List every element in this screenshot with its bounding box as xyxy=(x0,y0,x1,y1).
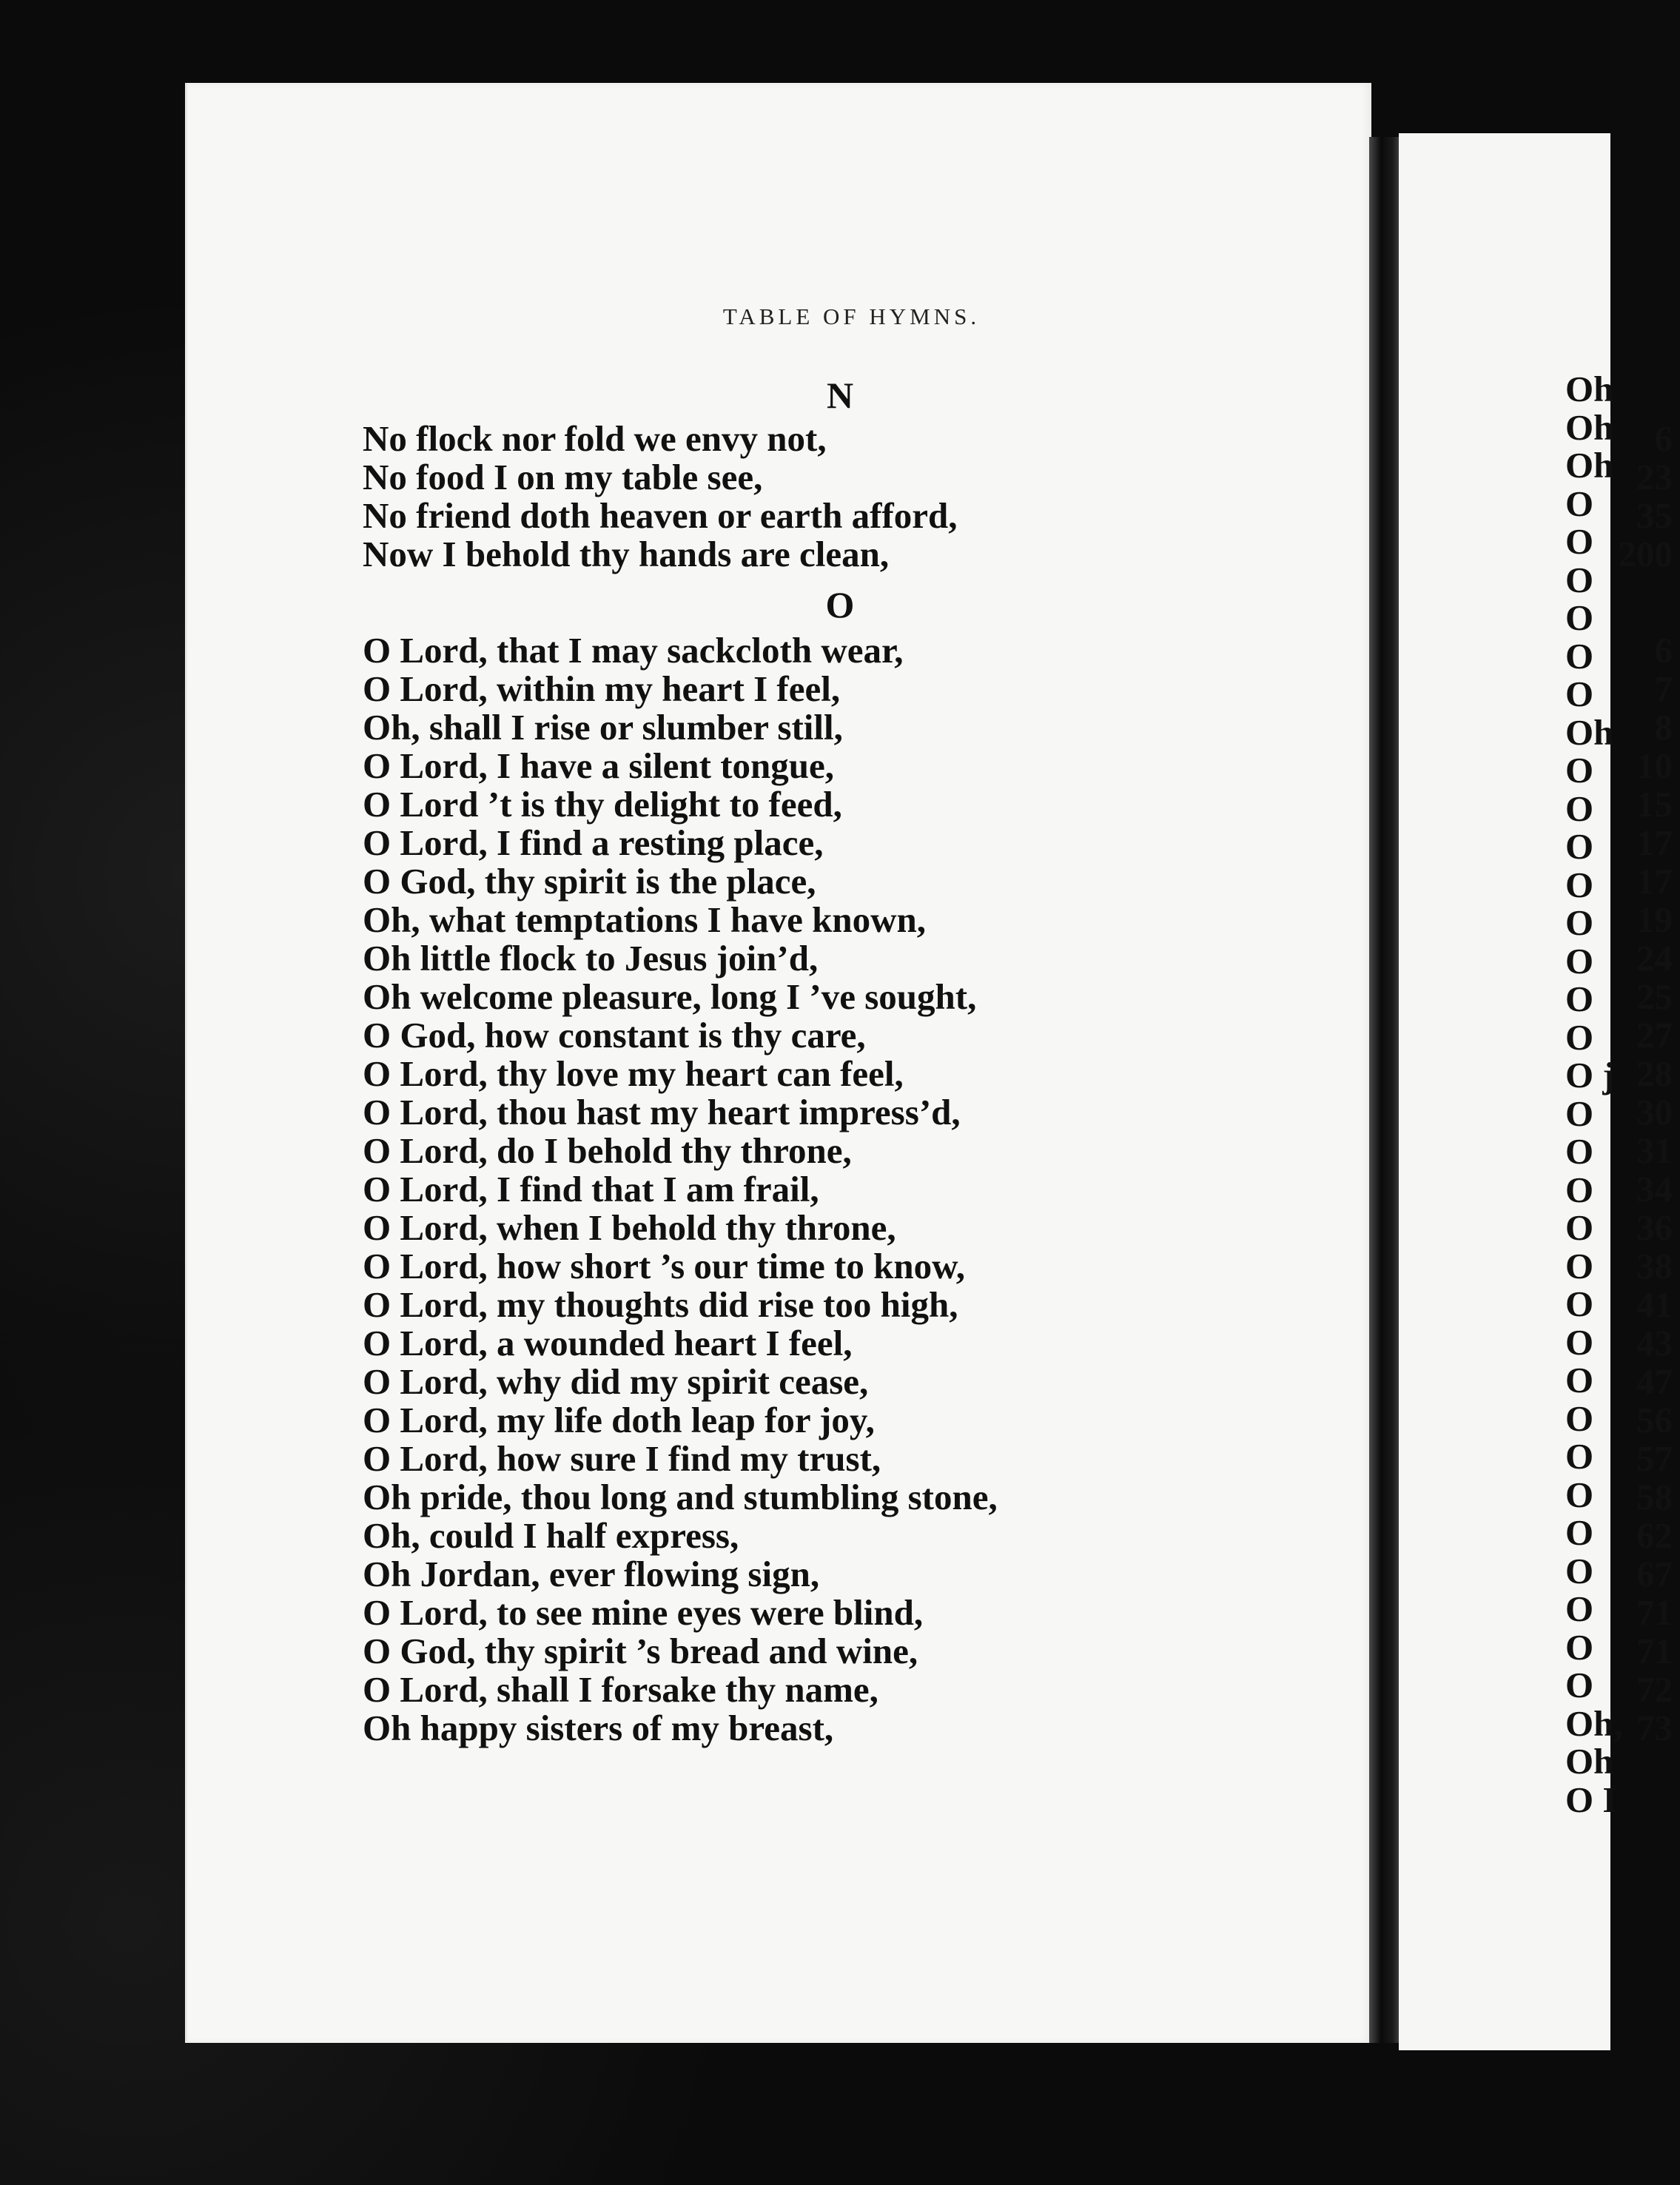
hymn-page-number: 17 xyxy=(1636,861,1673,902)
hymn-first-line: Now I behold thy hands are clean, xyxy=(363,534,890,574)
hymn-first-line: O Lord, how sure I find my trust, xyxy=(363,1438,881,1479)
right-page-line-fragment: O xyxy=(1565,1016,1594,1058)
hymn-first-line: O Lord, how short ’s our time to know, xyxy=(363,1246,966,1286)
hymn-page-number: 62 xyxy=(1636,1515,1673,1556)
right-page-line-fragment: O xyxy=(1565,1397,1594,1439)
hymn-page-number: 7 xyxy=(1654,668,1673,709)
right-page-line-fragment: O xyxy=(1565,750,1594,791)
right-page-line-fragment: O xyxy=(1565,521,1594,562)
right-page-line-fragment: O xyxy=(1565,1245,1594,1286)
hymn-entry xyxy=(363,1709,1680,1748)
hymn-page-number: 67 xyxy=(1636,1554,1673,1594)
hymn-first-line: Oh, what temptations I have known, xyxy=(363,899,926,940)
hymn-page-number: 10 xyxy=(1636,745,1673,786)
right-page-line-fragment: O xyxy=(1565,864,1594,905)
right-page-line-fragment: O xyxy=(1565,1321,1594,1363)
hymn-first-line: Oh, could I half express, xyxy=(363,1515,739,1556)
hymn-entry xyxy=(363,1671,1680,1709)
page-title: TABLE OF HYMNS. xyxy=(722,303,981,329)
right-page-line-fragment: Oh xyxy=(1565,406,1614,448)
hymn-first-line: O Lord, I have a silent tongue, xyxy=(363,745,835,786)
right-page-line-fragment: O xyxy=(1565,1626,1594,1668)
hymn-page-number: 15 xyxy=(1636,784,1673,825)
hymn-page-number: 28 xyxy=(1636,1053,1673,1094)
right-page-line-fragment: O xyxy=(1565,1092,1594,1134)
hymn-page-number: 58 xyxy=(1636,1477,1673,1517)
right-page-line-fragment: O xyxy=(1565,1665,1594,1705)
hymn-entry xyxy=(363,976,1680,1019)
hymn-first-line: O Lord, I find a resting place, xyxy=(363,822,824,863)
right-page-line-fragment: O xyxy=(1565,1283,1594,1324)
hymn-first-line: O Lord, a wounded heart I feel, xyxy=(363,1323,853,1363)
hymn-first-line: O Lord, thy love my heart can feel, xyxy=(363,1053,904,1094)
hymn-entry xyxy=(363,1594,1680,1632)
hymn-first-line: O God, how constant is thy care, xyxy=(363,1015,866,1055)
hymn-page-number: 34 xyxy=(1636,1169,1673,1209)
hymn-entry xyxy=(363,670,1680,708)
right-page-line-fragment: O xyxy=(1565,979,1594,1019)
right-page-line-fragment: O xyxy=(1565,1436,1594,1477)
hymn-page-number: 47 xyxy=(1636,1361,1673,1402)
hymn-first-line: O Lord, to see mine eyes were blind, xyxy=(363,1592,924,1633)
hymn-first-line: O Lord, do I behold thy throne, xyxy=(363,1130,852,1171)
hymn-first-line: O Lord, when I behold thy throne, xyxy=(363,1207,896,1248)
hymn-page-number: 35 xyxy=(1636,495,1673,536)
right-page-line-fragment: O xyxy=(1565,1131,1594,1172)
hymn-first-line: Oh pride, thou long and stumbling stone, xyxy=(363,1477,998,1517)
hymn-first-line: O Lord, my thoughts did rise too high, xyxy=(363,1284,958,1325)
hymn-page-number: 19 xyxy=(1636,899,1673,940)
right-page-line-fragment: O xyxy=(1565,1550,1594,1591)
right-page-line-fragment: O xyxy=(1565,788,1594,829)
right-page-line-fragment: O I xyxy=(1565,1779,1617,1820)
hymn-entry xyxy=(363,1093,1680,1132)
hymn-entry xyxy=(363,1321,1680,1363)
hymn-page-number: 73 xyxy=(1636,1708,1673,1748)
hymn-entry xyxy=(363,1474,1680,1517)
hymn-first-line: O Lord, I find that I am frail, xyxy=(363,1169,819,1209)
right-page-line-fragment: O xyxy=(1565,826,1594,867)
hymn-page-number: 23 xyxy=(1636,457,1673,497)
hymn-entry xyxy=(363,497,1680,535)
hymn-entry xyxy=(363,1517,1680,1555)
hymn-first-line: Oh little flock to Jesus join’d, xyxy=(363,938,819,979)
hymn-entry xyxy=(363,1170,1680,1209)
hymn-entry xyxy=(363,901,1680,939)
hymn-page-number: 31 xyxy=(1636,1130,1673,1171)
hymn-page-number: 24 xyxy=(1636,938,1673,979)
hymn-entry xyxy=(363,1555,1680,1594)
hymn-page-number: 57 xyxy=(1636,1438,1673,1479)
hymn-entry xyxy=(363,1397,1680,1440)
hymn-entry xyxy=(363,1632,1680,1671)
right-page-line-fragment: Oh xyxy=(1565,1741,1614,1782)
hymn-first-line: O Lord, thou hast my heart impress’d, xyxy=(363,1092,961,1132)
hymn-entry xyxy=(363,1440,1680,1478)
right-page-line-fragment: O j xyxy=(1565,1055,1615,1095)
hymn-first-line: Oh Jordan, ever flowing sign, xyxy=(363,1554,820,1594)
hymn-page-number: 25 xyxy=(1636,976,1673,1017)
hymn-entry xyxy=(363,824,1680,862)
right-page-line-fragment: O xyxy=(1565,940,1594,981)
hymn-entry xyxy=(363,785,1680,824)
hymn-entry xyxy=(363,1055,1680,1093)
right-page-line-fragment: O xyxy=(1565,1512,1594,1553)
hymn-entry xyxy=(363,1209,1680,1247)
hymn-entry xyxy=(363,862,1680,901)
hymn-entry xyxy=(363,747,1680,785)
hymn-entry xyxy=(363,420,1680,458)
hymn-page-number: 56 xyxy=(1636,1400,1673,1440)
hymn-first-line: Oh, shall I rise or slumber still, xyxy=(363,707,843,748)
hymn-page-number: 30 xyxy=(1636,1092,1673,1132)
right-page-line-fragment: O xyxy=(1565,597,1594,638)
right-page-line-fragment: O xyxy=(1565,635,1594,677)
hymn-page-number: 72 xyxy=(1636,1669,1673,1710)
hymn-entry xyxy=(363,631,1680,670)
hymn-first-line: O Lord, within my heart I feel, xyxy=(363,668,841,709)
right-page-line-fragment: O xyxy=(1565,1360,1594,1400)
hymn-first-line: O Lord, shall I forsake thy name, xyxy=(363,1669,878,1710)
hymn-entry xyxy=(363,1360,1680,1402)
right-page-line-fragment: Oh xyxy=(1565,369,1614,409)
hymn-first-line: O Lord, my life doth leap for joy, xyxy=(363,1400,875,1440)
hymn-first-line: O Lord, why did my spirit cease, xyxy=(363,1361,869,1402)
right-page-line-fragment: Oh xyxy=(1565,711,1614,753)
hymn-page-number: 41 xyxy=(1636,1284,1673,1325)
hymn-first-line: O Lord, that I may sackcloth wear, xyxy=(363,630,904,671)
right-page-line-fragment: O xyxy=(1565,559,1594,600)
hymn-page-number: 43 xyxy=(1636,1323,1673,1363)
right-page-line-fragment: O xyxy=(1565,1474,1594,1515)
hymn-entry xyxy=(363,1283,1680,1325)
hymn-first-line: No flock nor fold we envy not, xyxy=(363,418,827,459)
hymn-page-number: 27 xyxy=(1636,1015,1673,1055)
hymn-entry xyxy=(363,1247,1680,1286)
hymn-entry xyxy=(363,1015,1680,1058)
hymn-first-line: Oh happy sisters of my breast, xyxy=(363,1708,834,1748)
hymn-first-line: No friend doth heaven or earth afford, xyxy=(363,495,958,536)
hymn-page-number: 38 xyxy=(1636,1246,1673,1286)
section-letter-o: O xyxy=(825,584,855,625)
hymn-page-number: 36 xyxy=(1636,1207,1673,1248)
hymn-entry xyxy=(363,458,1680,497)
hymn-entry xyxy=(363,939,1680,978)
hymn-first-line: O God, thy spirit is the place, xyxy=(363,861,816,902)
hymn-page-number: 17 xyxy=(1636,822,1673,863)
hymn-page-number: 71 xyxy=(1636,1592,1673,1633)
hymn-entry xyxy=(363,1132,1680,1170)
hymn-entry xyxy=(363,535,1680,574)
hymn-first-line: Oh welcome pleasure, long I ’ve sought, xyxy=(363,976,977,1017)
right-page-line-fragment: O xyxy=(1565,902,1594,943)
hymn-entry xyxy=(363,708,1680,747)
right-page-line-fragment: O xyxy=(1565,674,1594,714)
right-page-line-fragment: O xyxy=(1565,483,1594,524)
hymn-page-number: 6 xyxy=(1654,418,1673,459)
right-page-line-fragment: O xyxy=(1565,1588,1594,1629)
hymn-page-number: 8 xyxy=(1654,707,1673,748)
hymn-page-number: 6 xyxy=(1654,630,1673,671)
hymn-page-number: 71 xyxy=(1636,1631,1673,1671)
right-page-line-fragment: O xyxy=(1565,1207,1594,1248)
right-page-line-fragment: Oh xyxy=(1565,445,1614,486)
section-letter-n: N xyxy=(826,375,854,416)
hymn-page-number: 200 xyxy=(1618,534,1673,574)
hymn-first-line: O Lord ’t is thy delight to feed, xyxy=(363,784,842,825)
right-page-line-fragment: O xyxy=(1565,1169,1594,1210)
right-page-line-fragment: Oh, xyxy=(1565,1702,1623,1744)
hymn-first-line: No food I on my table see, xyxy=(363,457,763,497)
hymn-first-line: O God, thy spirit ’s bread and wine, xyxy=(363,1631,918,1671)
